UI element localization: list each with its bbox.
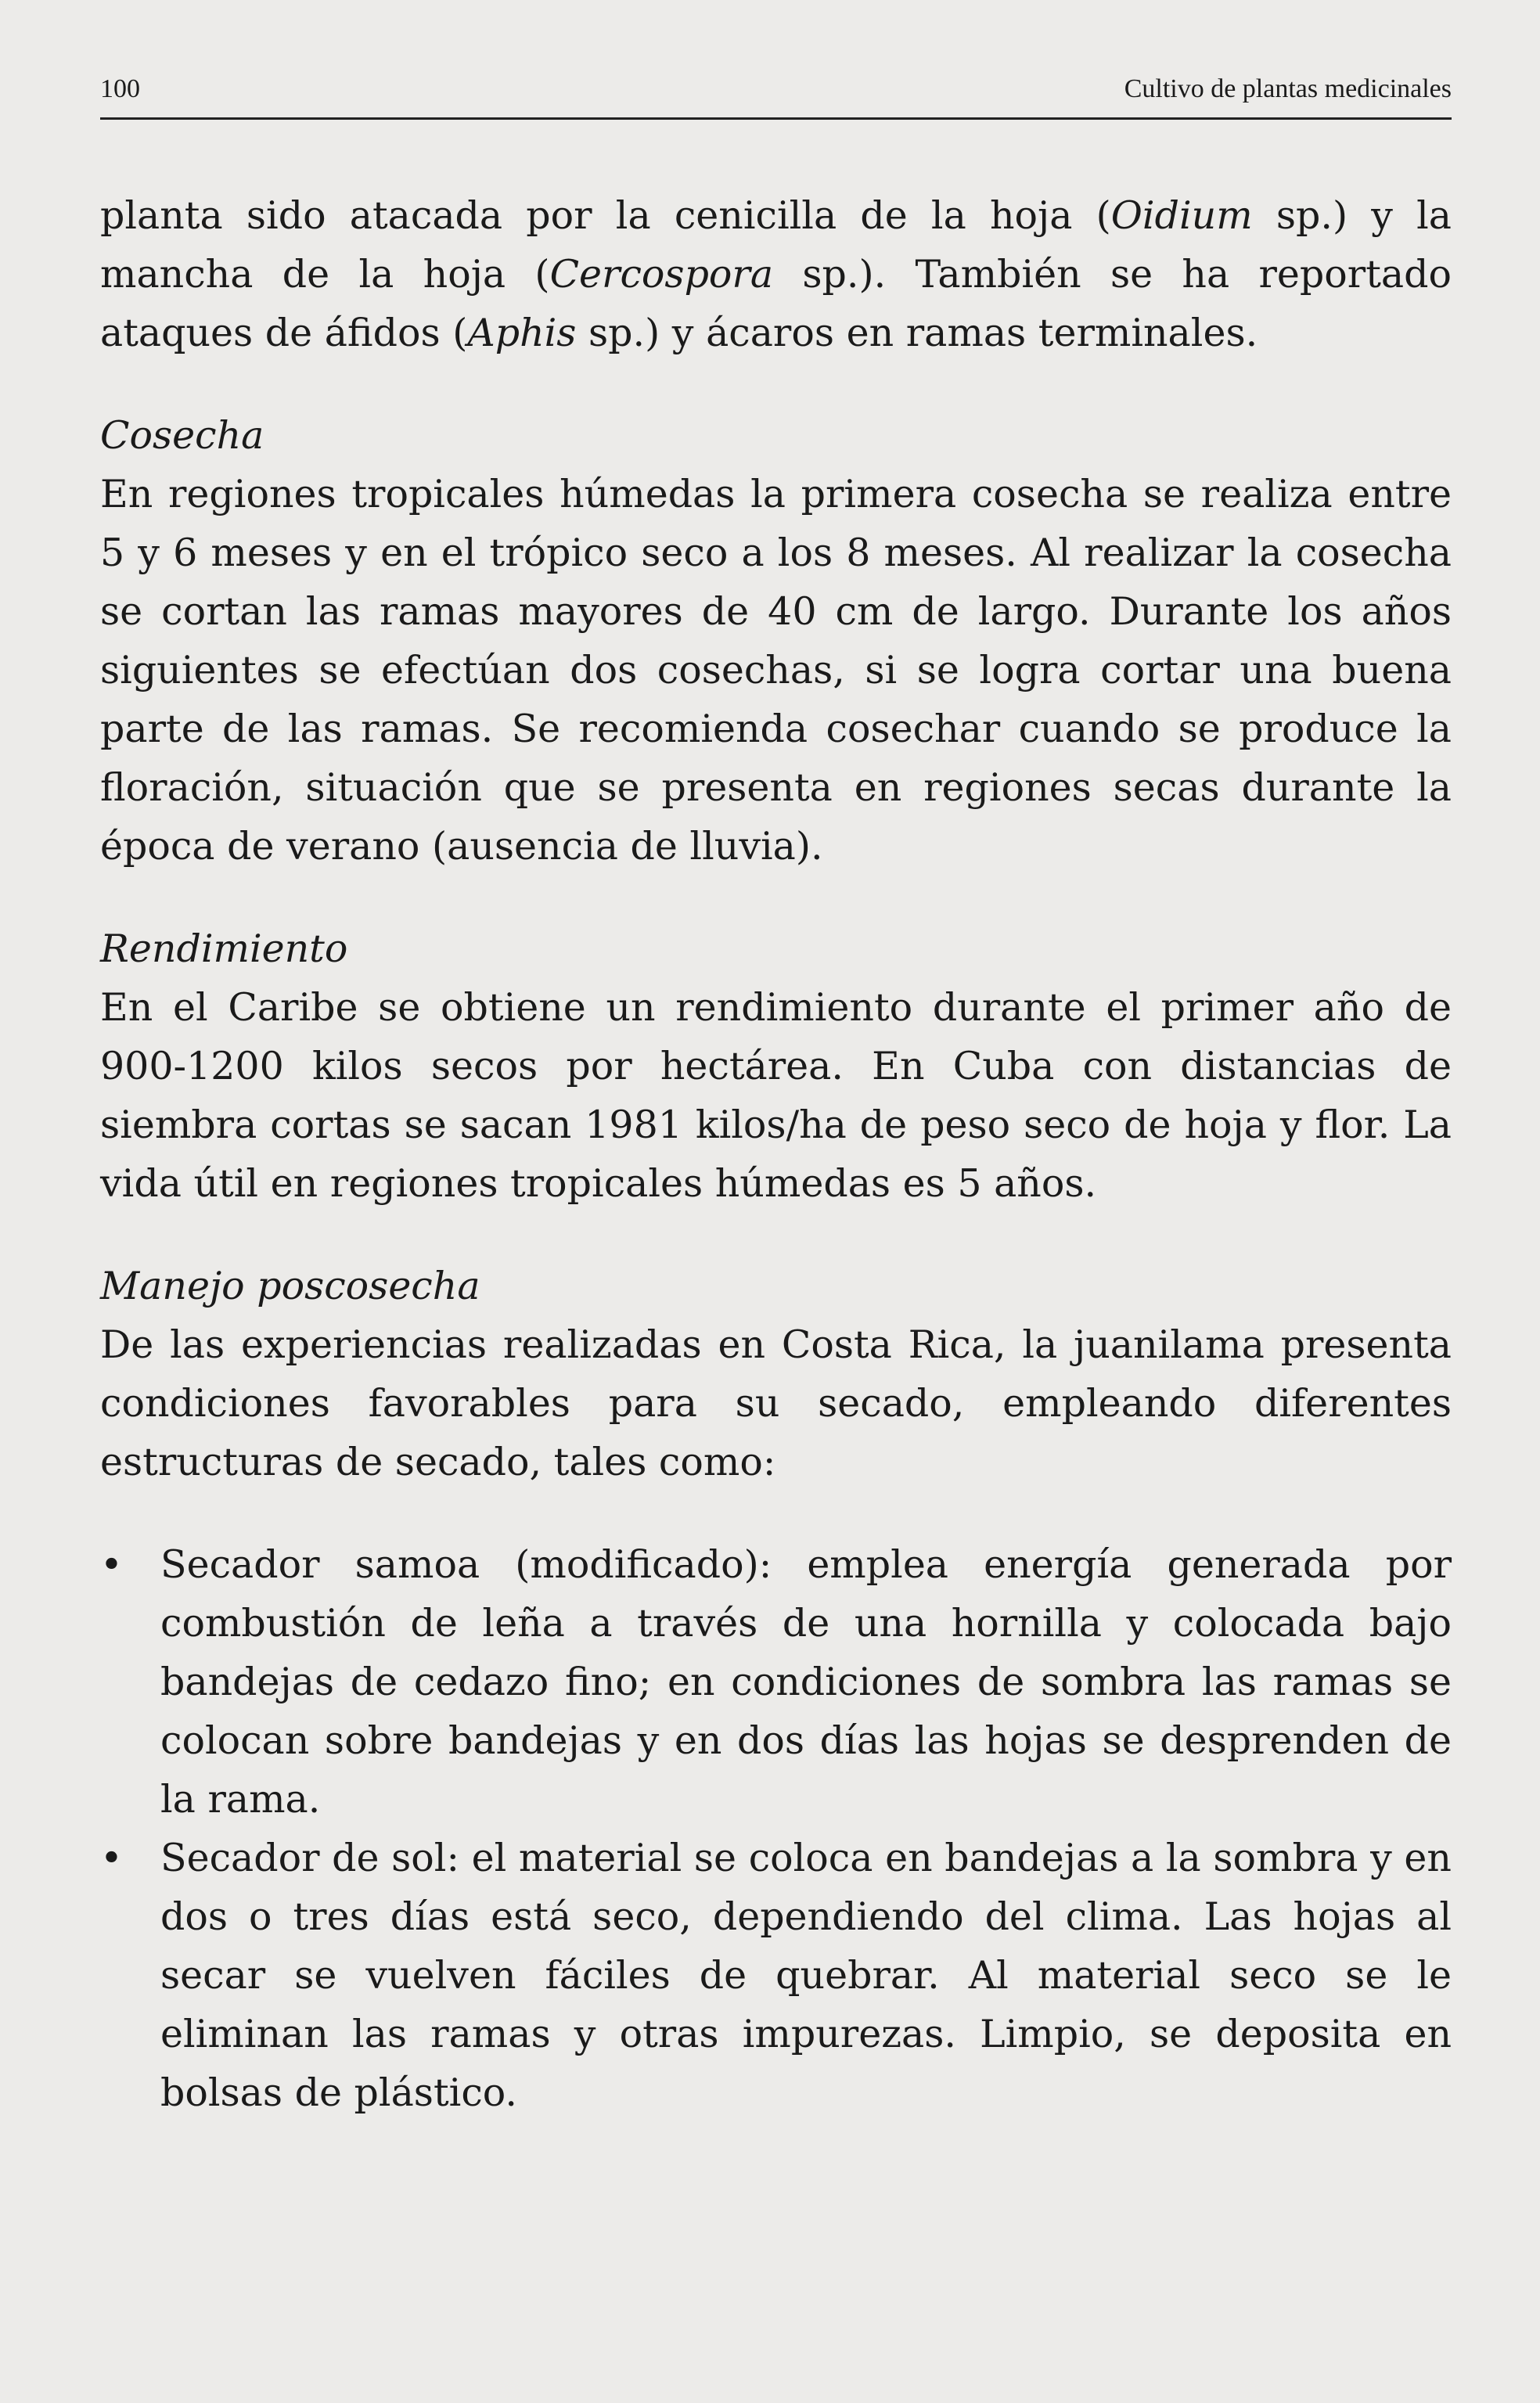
species-name: Oidium bbox=[1110, 193, 1253, 238]
section-heading-rendimiento: Rendimiento bbox=[100, 926, 348, 971]
species-name: Cercospora bbox=[549, 252, 774, 297]
list-item-text: Secador samoa (modificado): emplea energía generada por combustión de leña a través de una hornilla y colocada bajo bandejas de cedazo fino; en condiciones de sombra las ramas se colocan sobre bandejas y en dos días las hojas se desprenden de la rama. bbox=[160, 1542, 1452, 1822]
dryer-list bbox=[100, 1535, 1452, 2122]
paragraph-rendimiento: En el Caribe se obtiene un rendimiento durante el primer año de 900-1200 kilos secos por hectárea. En Cuba con distancias de siembra cortas se sacan 1981 kilos/ha de peso seco de hoja y flor. La vida útil en regiones tropicales húmedas es 5 años. bbox=[100, 985, 1452, 1206]
header-rule bbox=[100, 117, 1452, 120]
intro-text: sp.) y ácaros en ramas terminales. bbox=[576, 311, 1258, 355]
list-item bbox=[100, 1535, 1452, 1829]
paragraph-manejo: De las experiencias realizadas en Costa Rica, la juanilama presenta condiciones favorables para su secado, empleando diferentes estructuras de secado, tales como: bbox=[100, 1322, 1452, 1484]
intro-paragraph bbox=[100, 186, 1452, 362]
page-header bbox=[100, 74, 1452, 113]
paragraph-cosecha: En regiones tropicales húmedas la primera cosecha se realiza entre 5 y 6 meses y en el trópico seco a los 8 meses. Al realizar la cosecha se cortan las ramas mayores de 40 cm de largo. Durante los años siguientes se efectúan dos cosechas, si se logra cortar una buena parte de las ramas. Se recomienda cosechar cuando se produce la floración, situación que se presenta en regiones secas durante la época de verano (ausencia de lluvia). bbox=[100, 472, 1452, 869]
list-item bbox=[100, 1829, 1452, 2122]
running-title: Cultivo de plantas medicinales bbox=[1124, 74, 1452, 103]
bullet-icon: • bbox=[100, 1836, 123, 1880]
intro-text: sp.) y la mancha de la hoja ( bbox=[100, 193, 1452, 297]
species-name: Aphis bbox=[467, 311, 577, 355]
body-text bbox=[100, 186, 1452, 2122]
intro-text: planta sido atacada por la cenicilla de la hoja ( bbox=[100, 193, 1111, 238]
page-number: 100 bbox=[100, 74, 140, 103]
intro-text: sp.). También se ha reportado ataques de áfidos ( bbox=[100, 252, 1452, 355]
section-heading-manejo: Manejo poscosecha bbox=[100, 1264, 480, 1308]
section-heading-cosecha: Cosecha bbox=[100, 413, 264, 458]
bullet-icon: • bbox=[100, 1542, 123, 1587]
list-item-text: Secador de sol: el material se coloca en bandejas a la sombra y en dos o tres días está seco, dependiendo del clima. Las hojas al secar se vuelven fáciles de quebrar. Al material seco se le eliminan las ramas y otras impurezas. Limpio, se deposita en bolsas de plástico. bbox=[160, 1836, 1452, 2115]
